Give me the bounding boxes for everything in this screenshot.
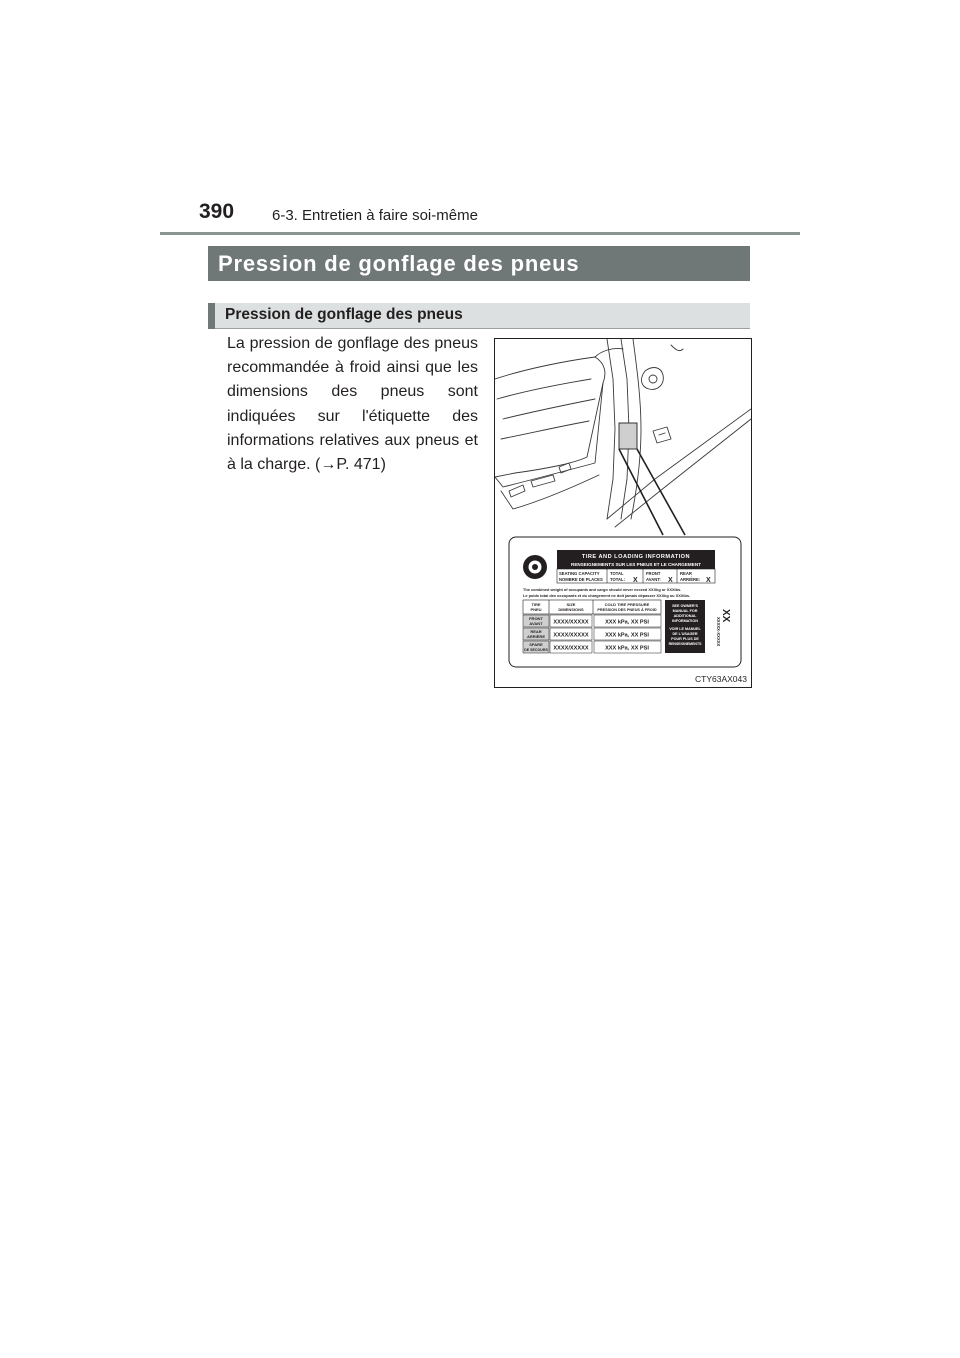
rear-en: REAR [680, 571, 692, 576]
svg-text:REAR: REAR [530, 629, 542, 634]
svg-text:ARRIÈRE: ARRIÈRE [526, 634, 546, 639]
svg-text:RENSEIGNEMENTS: RENSEIGNEMENTS [668, 642, 702, 646]
front-fr: AVANT: [646, 577, 661, 582]
total-en: TOTAL [610, 571, 624, 576]
svg-text:DE SECOURS: DE SECOURS [524, 648, 548, 652]
col-pressure-fr: PRESSION DES PNEUS À FROID [597, 608, 657, 612]
seating-en: SEATING CAPACITY [559, 571, 600, 576]
svg-text:XXX kPa, XX PSI: XXX kPa, XX PSI [605, 632, 649, 639]
svg-text:VOIR LE MANUEL: VOIR LE MANUEL [669, 627, 701, 631]
label-title-fr: RENSEIGNEMENTS SUR LES PNEUS ET LE CHARGEMENT [571, 562, 701, 567]
svg-text:XXXX/XXXXX: XXXX/XXXXX [553, 645, 589, 652]
col-tire-en: TIRE [531, 602, 541, 607]
weight-fr: Le poids total des occupants et du chargement ne doit jamais dépasser XXXkg ou XXXlbs. [523, 593, 691, 598]
svg-text:XXX kPa, XX PSI: XXX kPa, XX PSI [605, 619, 649, 626]
col-tire-fr: PNEU [530, 607, 542, 612]
svg-text:XXXX/XXXXX: XXXX/XXXXX [553, 632, 589, 639]
svg-text:ADDITIONAL: ADDITIONAL [673, 614, 697, 618]
page-number: 390 [199, 200, 235, 223]
vertical-code: XX [720, 609, 731, 623]
section-reference: 6-3. Entretien à faire soi-même [272, 207, 478, 224]
svg-text:FRONT: FRONT [529, 616, 543, 621]
total-fr: TOTAL: [610, 577, 625, 582]
svg-text:SEE OWNER'S: SEE OWNER'S [672, 604, 698, 608]
weight-en: The combined weight of occupants and cargo should never exceed XXXkg or XXXlbs. [523, 587, 682, 592]
svg-text:XXX kPa, XX PSI: XXX kPa, XX PSI [605, 645, 649, 652]
front-value: X [668, 577, 673, 584]
front-en: FRONT [646, 571, 661, 576]
svg-text:MANUAL FOR: MANUAL FOR [672, 609, 698, 613]
col-pressure-en: COLD TIRE PRESSURE [604, 602, 650, 607]
table-row-rear [523, 628, 661, 640]
col-size-en: SIZE [566, 602, 576, 607]
svg-text:INFORMATION: INFORMATION [672, 619, 698, 623]
svg-text:DE L'USAGER: DE L'USAGER [672, 632, 698, 636]
seating-fr: NOMBRE DE PLACES [559, 577, 603, 582]
total-value: X [633, 577, 638, 584]
svg-text:AVANT: AVANT [529, 621, 543, 626]
svg-text:XXXX/XXXXX: XXXX/XXXXX [553, 619, 589, 626]
body-paragraph: La pression de gonflage des pneus recommandée à froid ainsi que les dimensions des pneus sont indiquées sur l'étiquette des informations relatives aux pneus et à la charge. (→P. 471) [227, 335, 478, 474]
svg-text:SPARE: SPARE [529, 642, 543, 647]
table-row-front [523, 615, 661, 627]
table-row-spare [523, 641, 661, 653]
header-rule [160, 232, 800, 235]
label-title-en: TIRE AND LOADING INFORMATION [581, 554, 691, 560]
subsection-band [208, 303, 750, 329]
figure-code: CTY63AX043 [695, 674, 747, 684]
vertical-serial: XXXXX-XXXXX [716, 617, 721, 647]
col-size-fr: DIMENSIONS [558, 607, 584, 612]
rear-value: X [706, 577, 711, 584]
svg-text:POUR PLUS DE: POUR PLUS DE [671, 637, 699, 641]
subsection-title: Pression de gonflage des pneus [225, 306, 463, 323]
door-label-small [619, 423, 637, 449]
rear-fr: ARRIÈRE: [680, 577, 701, 582]
section-title: Pression de gonflage des pneus [218, 251, 580, 276]
pointer-line-left [619, 449, 663, 535]
tire-info-label [509, 537, 741, 667]
subsection-accent [208, 303, 215, 329]
section-title-band [208, 246, 750, 281]
tire-label-illustration [494, 338, 752, 688]
